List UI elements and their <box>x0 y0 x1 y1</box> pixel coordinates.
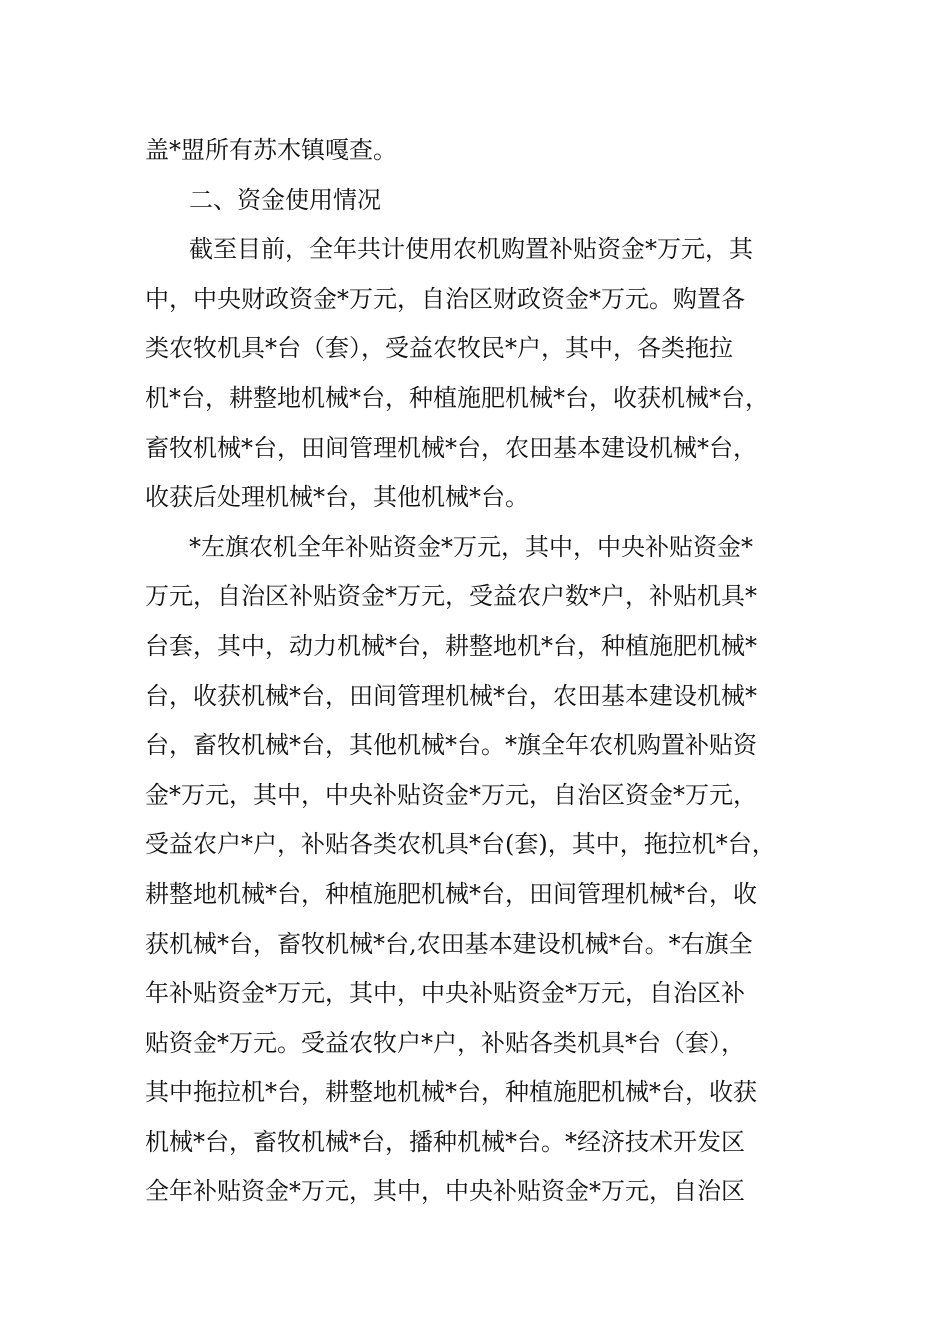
paragraph-line: 台套，其中，动力机械*台，耕整地机*台，种植施肥机械* <box>145 631 757 660</box>
paragraph-line: 截至目前，全年共计使用农机购置补贴资金*万元，其 <box>189 235 753 264</box>
paragraph-line: 类农牧机具*台（套），受益农牧民*户，其中，各类拖拉 <box>145 334 733 363</box>
paragraph-line: 中，中央财政资金*万元，自治区财政资金*万元。购置各 <box>145 284 745 313</box>
paragraph-line: 受益农户*户，补贴各类农机具*台(套)，其中，拖拉机*台， <box>145 830 776 859</box>
paragraph-line: 全年补贴资金*万元，其中，中央补贴资金*万元，自治区 <box>145 1177 745 1206</box>
paragraph-line: 畜牧机械*台，田间管理机械*台，农田基本建设机械*台， <box>145 433 757 462</box>
paragraph-line: 盖*盟所有苏木镇嘎查。 <box>145 136 397 164</box>
paragraph-line: 耕整地机械*台，种植施肥机械*台，田间管理机械*台，收 <box>145 879 757 908</box>
paragraph-line: 其中拖拉机*台，耕整地机械*台，种植施肥机械*台，收获 <box>145 1078 757 1107</box>
paragraph-line: *左旗农机全年补贴资金*万元，其中，中央补贴资金* <box>189 532 753 561</box>
paragraph-line: 机械*台，畜牧机械*台，播种机械*台。*经济技术开发区 <box>145 1127 745 1156</box>
section-heading: 二、资金使用情况 <box>189 185 381 214</box>
paragraph-line: 台，畜牧机械*台，其他机械*台。*旗全年农机购置补贴资 <box>145 731 757 760</box>
paragraph-line: 收获后处理机械*台，其他机械*台。 <box>145 483 529 512</box>
paragraph-line: 台，收获机械*台，田间管理机械*台，农田基本建设机械* <box>145 681 757 710</box>
paragraph-line: 金*万元，其中，中央补贴资金*万元，自治区资金*万元， <box>145 780 757 809</box>
paragraph-line: 万元，自治区补贴资金*万元，受益农户数*户，补贴机具* <box>145 582 757 611</box>
paragraph-line: 机*台，耕整地机械*台，种植施肥机械*台，收获机械*台， <box>145 383 769 412</box>
paragraph-line: 获机械*台，畜牧机械*台,农田基本建设机械*台。*右旗全 <box>145 929 753 958</box>
document-body <box>145 126 825 1217</box>
paragraph-line: 贴资金*万元。受益农牧户*户，补贴各类机具*台（套）， <box>145 1028 745 1057</box>
paragraph-line: 年补贴资金*万元，其中，中央补贴资金*万元，自治区补 <box>145 979 745 1008</box>
